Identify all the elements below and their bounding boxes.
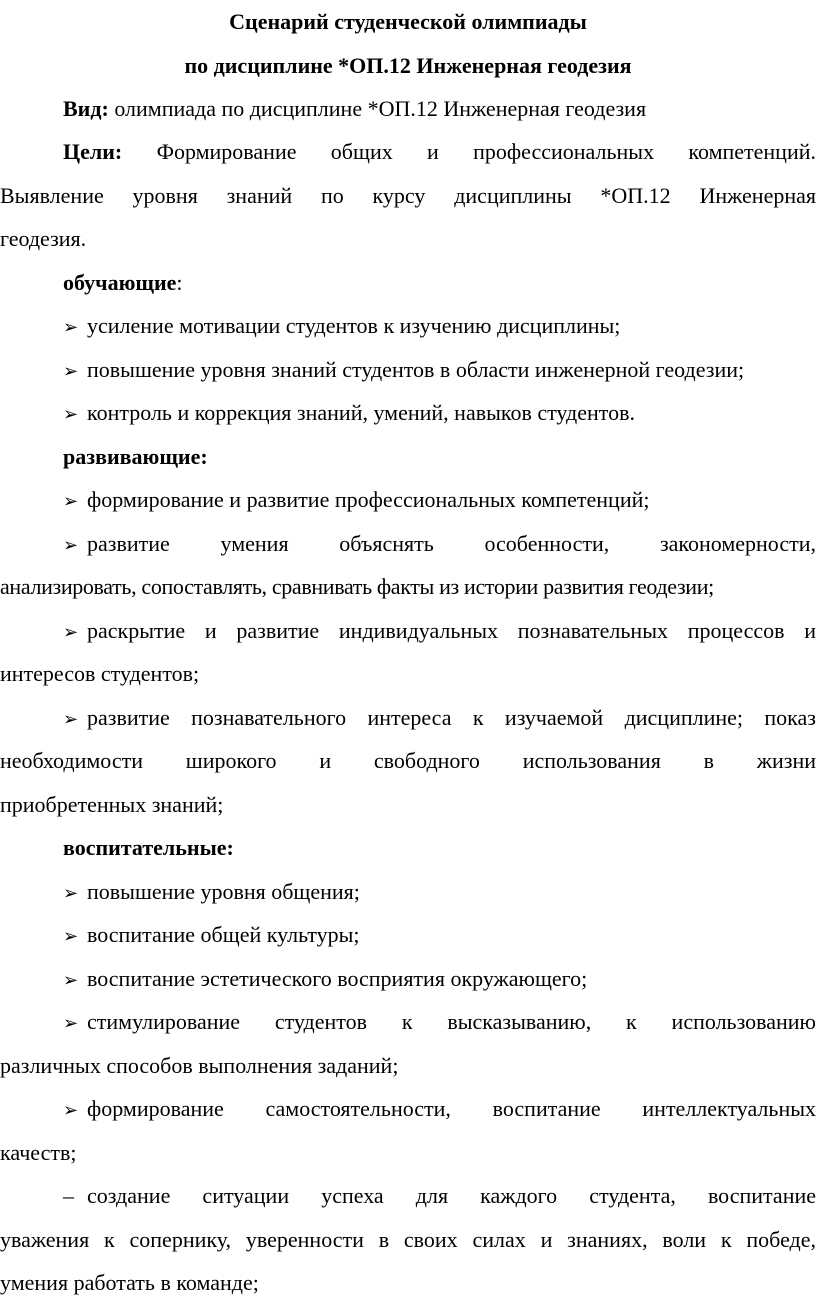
arrow-bullet-icon: ➢ [63,317,79,338]
goals-line1 [0,130,816,174]
arrow-bullet-icon: ➢ [63,491,79,512]
type-label: Вид: [63,96,109,121]
list-item-text: повышение уровня знаний студентов в области инженерной геодезии; [87,357,745,382]
list-item-continuation: необходимости широкого и свободного использования в жизни [0,748,816,773]
list-item-text: развитие умения объяснять особенности, закономерности, [87,531,816,556]
teaching-heading [0,261,816,305]
list-item-continuation: приобретенных знаний; [0,792,224,817]
list-item-text: повышение уровня общения; [87,879,360,904]
list-item-text: развитие познавательного интереса к изучаемой дисциплине; показ [87,705,816,730]
upbringing-heading: воспитательные: [63,835,234,860]
list-item [0,696,816,740]
goals-label: Цели: [63,139,123,164]
list-item-continuation: умения работать в команде; [0,1270,259,1295]
list-item-text: контроль и коррекция знаний, умений, навыков студентов. [87,400,635,425]
arrow-bullet-icon: ➢ [63,1100,79,1121]
list-item [0,1087,816,1131]
teaching-heading-text: обучающие [63,270,177,295]
arrow-bullet-icon: ➢ [63,361,79,382]
developing-heading: развивающие: [63,444,208,469]
dash-bullet-icon: – [63,1183,74,1208]
list-item-text: воспитание эстетического восприятия окружающего; [87,966,588,991]
list-item [0,478,816,522]
arrow-bullet-icon: ➢ [63,970,79,991]
type-line [0,87,816,131]
list-item [0,957,816,1001]
list-item-text: усиление мотивации студентов к изучению дисциплины; [87,313,621,338]
goals-line2: Выявление уровня знаний по курсу дисциплины *ОП.12 Инженерная [0,183,816,208]
list-item [0,304,816,348]
list-item-continuation: интересов студентов; [0,661,200,686]
arrow-bullet-icon: ➢ [63,1013,79,1034]
list-item-text: формирование самостоятельности, воспитание интеллектуальных [87,1096,816,1121]
list-item [0,609,816,653]
list-item [0,522,816,566]
list-item-text: раскрытие и развитие индивидуальных познавательных процессов и [87,618,816,643]
list-item [0,1000,816,1044]
arrow-bullet-icon: ➢ [63,926,79,947]
list-item-text: воспитание общей культуры; [87,922,360,947]
list-item-text: формирование и развитие профессиональных компетенций; [87,487,650,512]
arrow-bullet-icon: ➢ [63,709,79,730]
list-item [0,391,816,435]
list-item-text: стимулирование студентов к высказыванию, к использованию [87,1009,816,1034]
list-item-continuation: качеств; [0,1140,77,1165]
type-text: олимпиада по дисциплине *ОП.12 Инженерная геодезия [114,96,647,121]
goals-text-1: Формирование общих и профессиональных компетенций. [156,139,816,164]
arrow-bullet-icon: ➢ [63,404,79,425]
list-item-continuation: уважения к сопернику, уверенности в своих силах и знаниях, воли к победе, [0,1227,816,1252]
list-item-text: создание ситуации успеха для каждого студента, воспитание [87,1183,816,1208]
arrow-bullet-icon: ➢ [63,883,79,904]
arrow-bullet-icon: ➢ [63,535,79,556]
goals-line3: геодезия. [0,226,87,251]
list-item-continuation: анализировать, сопоставлять, сравнивать факты из истории развития геодезии; [0,574,714,599]
document-title-line2: по дисциплине *ОП.12 Инженерная геодезия [184,53,632,78]
list-item [0,870,816,914]
document-title-line1: Сценарий студенческой олимпиады [229,9,587,34]
arrow-bullet-icon: ➢ [63,622,79,643]
list-item [0,913,816,957]
list-item [0,348,816,392]
teaching-heading-colon: : [176,270,183,295]
list-item-continuation: различных способов выполнения заданий; [0,1053,399,1078]
